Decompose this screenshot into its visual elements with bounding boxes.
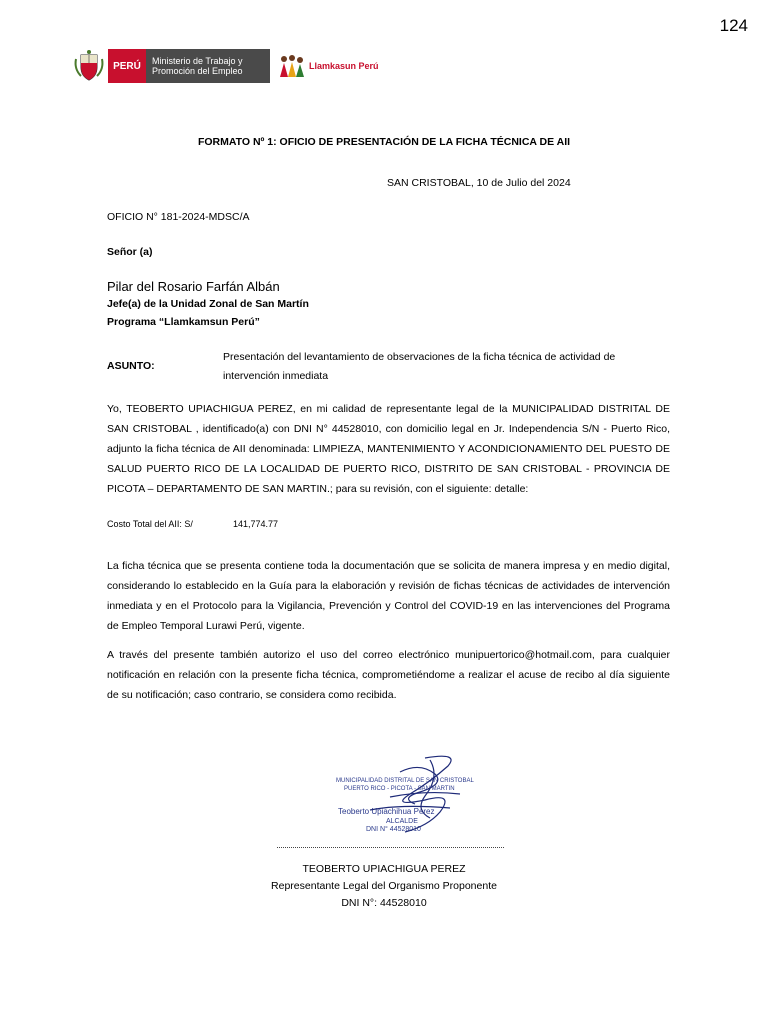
signature-line (277, 847, 504, 848)
page-number: 124 (719, 16, 748, 35)
llamkasun-figures-icon (276, 53, 306, 79)
body-paragraph-1: Yo, TEOBERTO UPIACHIGUA PEREZ, en mi calidad de representante legal de la MUNICIPALIDAD DISTRITAL DE SAN CRISTOBAL , identificado(a) con DNI N° 44528010, con domicilio legal en Jr. Independencia S/N - Puerto Rico, adjunto la ficha técnica de AII denominada: LIMPIEZA, MANTENIMIENTO Y ACONDICIONAMIENTO DEL PUESTO DE SALUD PUERTO RICO DE LA LOCALIDAD DE PUERTO RICO, DISTRITO DE SAN CRISTOBAL - PROVINCIA DE PICOTA – DEPARTAMENTO DE SAN MARTIN.; para su revisión, con el siguiente: detalle: (107, 403, 670, 495)
signature-stamp (330, 752, 490, 847)
signature-block (0, 861, 768, 912)
oficio-number: OFICIO N° 181-2024-MDSC/A (107, 211, 250, 223)
llamkasun-wordmark: Llamkasun Perú (309, 61, 379, 71)
header-logos (72, 46, 379, 86)
asunto-label: ASUNTO: (107, 360, 155, 372)
body-paragraph-2: La ficha técnica que se presenta contiene toda la documentación que se solicita de manera impresa y en medio digital, considerando lo establecido en la Guía para la elaboración y revisión de fichas técnicas de actividades de intervención inmediata y en el Protocolo para la Vigilancia, Prevención y Control del COVID-19 en las intervenciones del Programa de Empleo Temporal Lurawi Perú, vigente. (107, 560, 670, 632)
stamp-line-2: PUERTO RICO - PICOTA - SAN MARTIN (344, 786, 455, 792)
signer-name: TEOBERTO UPIACHIGUA PEREZ (302, 863, 466, 875)
date-line: SAN CRISTOBAL, 10 de Julio del 2024 (387, 177, 571, 189)
signer-dni: DNI N°: 44528010 (341, 897, 427, 909)
llamkasun-logo (276, 53, 379, 79)
recipient-program: Programa “Llamkamsun Perú” (107, 316, 260, 328)
ministry-brand-box: Ministerio de Trabajo y Promoción del Empleo (146, 49, 270, 83)
stamp-line-5: DNI N° 44528010 (366, 826, 421, 833)
recipient-position: Jefe(a) de la Unidad Zonal de San Martín (107, 298, 309, 310)
stamp-line-1: MUNICIPALIDAD DISTRITAL DE SAN CRISTOBAL (336, 778, 474, 784)
stamp-line-4: ALCALDE (386, 818, 418, 825)
stamp-line-3: Teoberto Upiachihua Perez (338, 807, 435, 816)
peru-brand-box: PERÚ (108, 49, 146, 83)
signer-role: Representante Legal del Organismo Proponente (271, 880, 497, 892)
asunto-text: Presentación del levantamiento de observaciones de la ficha técnica de actividad de intervención inmediata (223, 351, 616, 382)
recipient-name: Pilar del Rosario Farfán Albán (107, 279, 280, 294)
cost-label: Costo Total del AII: S/ (107, 519, 193, 529)
body-paragraph-3: A través del presente también autorizo el uso del correo electrónico munipuertorico@hotmail.com, para cualquier notificación en relación con la presente ficha técnica, comprometiéndome a realizar el acuse de recibo al día siguiente de su notificación; caso contrario, se considera como recibida. (107, 649, 670, 701)
document-title: FORMATO Nº 1: OFICIO DE PRESENTACIÓN DE LA FICHA TÉCNICA DE AII (197, 136, 571, 148)
salutation: Señor (a) (107, 246, 153, 258)
peru-coat-of-arms-icon (72, 49, 106, 83)
cost-value: 141,774.77 (233, 519, 279, 529)
